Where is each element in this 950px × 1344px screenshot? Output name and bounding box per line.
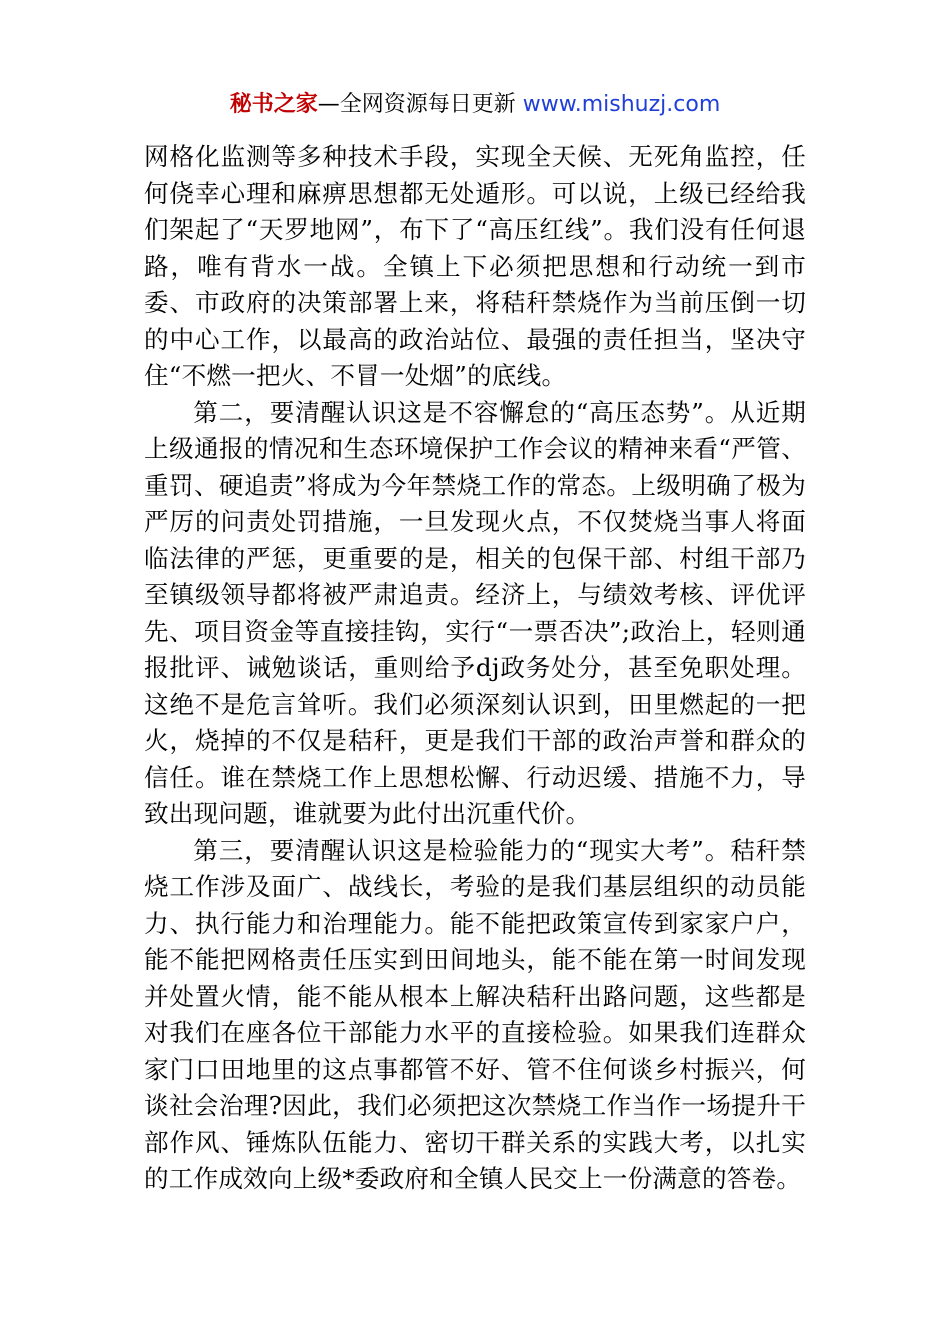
paragraph-second-point: 第二，要清醒认识这是不容懈怠的“高压态势”。从近期上级通报的情况和生态环境保护工作会议的精神来看“严管、重罚、硬追责”将成为今年禁烧工作的常态。上级明确了极为严厉的问责处罚措施，一旦发现火点，不仅焚烧当事人将面临法律的严惩，更重要的是，相关的包保干部、村组干部乃至镇级领导都将被严肃追责。经济上，与绩效考核、评优评先、项目资金等直接挂钩，实行“一票否决”;政治上，轻则通报批评、诫勉谈话，重则给予dj政务处分，甚至免职处理。这绝不是危言耸听。我们必须深刻认识到，田里燃起的一把火，烧掉的不仅是秸秆，更是我们干部的政治声誉和群众的信任。谁在禁烧工作上思想松懈、行动迟缓、措施不力，导致出现问题，谁就要为此付出沉重代价。 [144,397,806,828]
site-url-link[interactable]: www.mishuzj.com [522,92,721,117]
document-body [144,139,806,1198]
paragraph-third-point: 第三，要清醒认识这是检验能力的“现实大考”。秸秆禁烧工作涉及面广、战线长，考验的是我们基层组织的动员能力、执行能力和治理能力。能不能把政策宣传到家家户户，能不能把网格责任压实到田间地头，能不能在第一时间发现并处置火情，能不能从根本上解决秸秆出路问题，这些都是对我们在座各位干部能力水平的直接检验。如果我们连群众家门口田地里的这点事都管不好、管不住何谈乡村振兴，何谈社会治理?因此，我们必须把这次禁烧工作当作一场提升干部作风、锤炼队伍能力、密切干群关系的实践大考，以扎实的工作成效向上级*委政府和全镇人民交上一份满意的答卷。 [144,835,806,1193]
brand-name: 秘书之家 [229,92,318,117]
header-tagline: —全网资源每日更新 [317,92,523,117]
page-header [0,88,950,122]
paragraph-continuation: 网格化监测等多种技术手段，实现全天候、无死角监控，任何侥幸心理和麻痹思想都无处遁形。可以说，上级已经给我们架起了“天罗地网”，布下了“高压红线”。我们没有任何退路，唯有背水一战。全镇上下必须把思想和行动统一到市委、市政府的决策部署上来，将秸秆禁烧作为当前压倒一切的中心工作，以最高的政治站位、最强的责任担当，坚决守住“不燃一把火、不冒一处烟”的底线。 [144,142,806,390]
